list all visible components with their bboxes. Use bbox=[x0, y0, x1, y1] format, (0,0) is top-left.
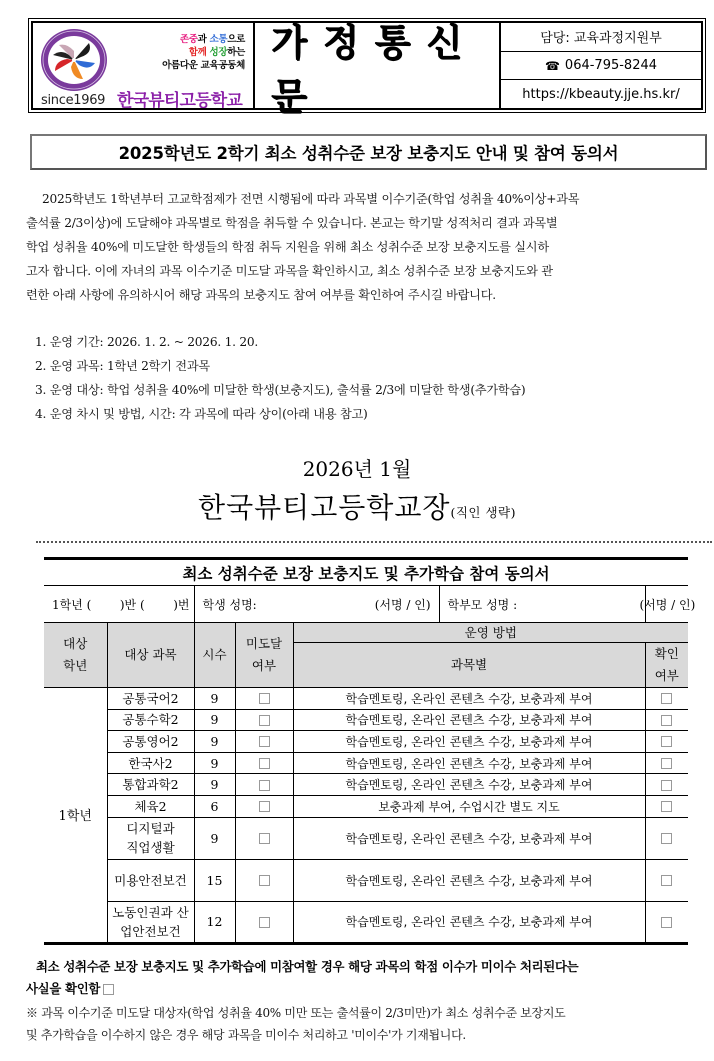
list-item: 1. 운영 기간: 2026. 1. 2. ~ 2026. 1. 20. bbox=[35, 335, 258, 349]
subject-name: 통합과학2 bbox=[107, 774, 194, 796]
checkbox-icon[interactable] bbox=[259, 736, 270, 747]
checkbox-icon[interactable] bbox=[259, 780, 270, 791]
not-met-checkbox[interactable] bbox=[235, 774, 293, 796]
header-by-subject: 과목별 bbox=[293, 643, 645, 688]
intro-paragraph: 2025학년도 1학년부터 고교학점제가 전면 시행됨에 따라 과목별 이수기준(학업 성취율 40%이상+과목 출석률 2/3이상)에 도달해야 과목별로 학점을 취득할 수 있습니다. 본교는 학기말 성적처리 결과 과목별 학업 성취율 40%에 미도달한 학생들의 학점 취득 지원을 위해 최소 성취수준 보장 보충지도를 실시하 고자 합니다. 이에 자녀의 과목 이수기준 미도달 과목을 확인하시고, 최소 성취수준 보장 보충지도와 관 련한 아래 사항에 유의하시어 해당 과목의 보충지도 참여 여부를 확인하여 주시길 바랍니다. bbox=[26, 192, 580, 302]
header-target-subject: 대상 과목 bbox=[107, 623, 194, 688]
hours: 9 bbox=[194, 774, 235, 796]
school-name: 한국뷰티고등학교 bbox=[117, 91, 242, 108]
contact-info bbox=[501, 23, 701, 108]
document-title: 가정통신문 bbox=[271, 20, 478, 118]
phone-row bbox=[501, 52, 701, 81]
issue-date: 2026년 1월 bbox=[302, 457, 412, 481]
hours: 6 bbox=[194, 795, 235, 817]
checkbox-icon[interactable] bbox=[661, 758, 672, 769]
not-met-checkbox[interactable] bbox=[235, 731, 293, 753]
method: 학습멘토링, 온라인 콘텐츠 수강, 보충과제 부여 bbox=[293, 901, 645, 943]
checkbox-icon[interactable] bbox=[259, 693, 270, 704]
table-row bbox=[44, 709, 688, 731]
school-slogan: 존중과 소통으로 함께 성장하는 아름다운 교육공동체 bbox=[162, 34, 245, 71]
checkbox-icon[interactable] bbox=[259, 758, 270, 769]
header-target-grade: 대상 학년 bbox=[44, 623, 107, 688]
principal-signature bbox=[0, 486, 714, 526]
hours: 9 bbox=[194, 752, 235, 774]
checkbox-icon[interactable] bbox=[661, 736, 672, 747]
phone-number: 064-795-8244 bbox=[564, 58, 658, 73]
checkbox-icon[interactable] bbox=[661, 801, 672, 812]
confirmation-statement: 최소 성취수준 보장 보충지도 및 추가학습에 미참여할 경우 해당 과목의 학점 이수가 미이수 처리된다는 사실을 확인함 bbox=[26, 959, 579, 996]
method: 보충과제 부여, 수업시간 별도 지도 bbox=[293, 795, 645, 817]
consent-title: 최소 성취수준 보장 보충지도 및 추가학습 참여 동의서 bbox=[44, 559, 688, 586]
footnote: ※ 과목 이수기준 미도달 대상자(학업 성취율 40% 미만 또는 출석률이 2/3미만)가 최소 성취수준 보장지도 및 추가학습을 이수하지 않은 경우 해당 과목을 미이수 처리하고 '미이수'가 기재됩니다. bbox=[26, 1006, 566, 1042]
table-row bbox=[44, 795, 688, 817]
not-met-checkbox[interactable] bbox=[235, 688, 293, 710]
table-row bbox=[44, 688, 688, 710]
table-row bbox=[44, 731, 688, 753]
method: 학습멘토링, 온라인 콘텐츠 수강, 보충과제 부여 bbox=[293, 709, 645, 731]
table-row bbox=[44, 817, 688, 859]
checkbox-icon[interactable] bbox=[661, 833, 672, 844]
principal-title: 한국뷰티고등학교장 bbox=[198, 491, 451, 524]
not-met-checkbox[interactable] bbox=[235, 752, 293, 774]
method: 학습멘토링, 온라인 콘텐츠 수강, 보충과제 부여 bbox=[293, 817, 645, 859]
confirm-checkbox[interactable] bbox=[645, 859, 688, 901]
student-name-field[interactable] bbox=[194, 586, 645, 623]
student-sign-placeholder: (서명 / 인) bbox=[374, 597, 431, 612]
hours: 12 bbox=[194, 901, 235, 943]
class-number-field[interactable]: 1학년 ( )반 ( )번 bbox=[44, 586, 194, 623]
confirm-checkbox[interactable] bbox=[645, 817, 688, 859]
subject-name: 한국사2 bbox=[107, 752, 194, 774]
department: 담당: 교육과정지원부 bbox=[501, 23, 701, 52]
consent-form-table bbox=[44, 557, 696, 945]
confirm-checkbox[interactable] bbox=[645, 688, 688, 710]
checkbox-icon[interactable] bbox=[661, 715, 672, 726]
checkbox-icon[interactable] bbox=[661, 780, 672, 791]
school-logo-block bbox=[33, 23, 255, 108]
table-row bbox=[44, 774, 688, 796]
table-row bbox=[44, 901, 688, 943]
acknowledge-checkbox[interactable] bbox=[103, 984, 114, 995]
method: 학습멘토링, 온라인 콘텐츠 수강, 보충과제 부여 bbox=[293, 859, 645, 901]
confirm-checkbox[interactable] bbox=[645, 731, 688, 753]
not-met-checkbox[interactable] bbox=[235, 817, 293, 859]
parent-name-label: 학부모 성명 : bbox=[447, 597, 518, 612]
since-year: since1969 bbox=[41, 93, 106, 108]
header-operation-method: 운영 방법 bbox=[293, 623, 688, 643]
title-cell bbox=[255, 20, 501, 118]
confirm-checkbox[interactable] bbox=[645, 709, 688, 731]
target-grade: 1학년 bbox=[44, 688, 107, 944]
subject-name: 미용안전보건 bbox=[107, 859, 194, 901]
program-details-list bbox=[35, 330, 695, 426]
checkbox-icon[interactable] bbox=[259, 917, 270, 928]
table-row bbox=[44, 859, 688, 901]
header-hours: 시수 bbox=[194, 623, 235, 688]
school-emblem-icon bbox=[39, 27, 109, 93]
seal-note: (직인 생략) bbox=[450, 505, 516, 520]
checkbox-icon[interactable] bbox=[259, 833, 270, 844]
confirm-checkbox[interactable] bbox=[645, 901, 688, 943]
subject-name: 공통영어2 bbox=[107, 731, 194, 753]
list-item: 2. 운영 과목: 1학년 2학기 전과목 bbox=[35, 359, 210, 373]
confirm-checkbox[interactable] bbox=[645, 752, 688, 774]
method: 학습멘토링, 온라인 콘텐츠 수강, 보충과제 부여 bbox=[293, 688, 645, 710]
subject-name: 노동인권과 산업안전보건 bbox=[107, 901, 194, 943]
method: 학습멘토링, 온라인 콘텐츠 수강, 보충과제 부여 bbox=[293, 774, 645, 796]
hours: 9 bbox=[194, 817, 235, 859]
not-met-checkbox[interactable] bbox=[235, 709, 293, 731]
hours: 9 bbox=[194, 709, 235, 731]
checkbox-icon[interactable] bbox=[259, 875, 270, 886]
letterhead bbox=[28, 18, 706, 118]
notice-subject: 2025학년도 2학기 최소 성취수준 보장 보충지도 안내 및 참여 동의서 bbox=[30, 134, 707, 170]
confirm-checkbox[interactable] bbox=[645, 795, 688, 817]
not-met-checkbox[interactable] bbox=[235, 859, 293, 901]
checkbox-icon[interactable] bbox=[661, 693, 672, 704]
cut-line-divider bbox=[36, 541, 712, 543]
method: 학습멘토링, 온라인 콘텐츠 수강, 보충과제 부여 bbox=[293, 752, 645, 774]
table-row bbox=[44, 752, 688, 774]
list-item: 3. 운영 대상: 학업 성취율 40%에 미달한 학생(보충지도), 출석률 2/3에 미달한 학생(추가학습) bbox=[35, 383, 526, 397]
subject-name: 체육2 bbox=[107, 795, 194, 817]
student-name-label: 학생 성명: bbox=[202, 597, 257, 612]
parent-name-field[interactable] bbox=[440, 586, 645, 622]
website-link[interactable]: https://kbeauty.jje.hs.kr/ bbox=[522, 86, 680, 102]
list-item: 4. 운영 차시 및 방법, 시간: 각 과목에 따라 상이(아래 내용 참고) bbox=[35, 407, 368, 421]
subject-name: 공통국어2 bbox=[107, 688, 194, 710]
method: 학습멘토링, 온라인 콘텐츠 수강, 보충과제 부여 bbox=[293, 731, 645, 753]
hours: 15 bbox=[194, 859, 235, 901]
header-confirm: 확인 여부 bbox=[645, 643, 688, 688]
hours: 9 bbox=[194, 688, 235, 710]
header-not-met: 미도달 여부 bbox=[235, 623, 293, 688]
checkbox-icon[interactable] bbox=[661, 875, 672, 886]
checkbox-icon[interactable] bbox=[259, 715, 270, 726]
confirm-checkbox[interactable] bbox=[645, 774, 688, 796]
not-met-checkbox[interactable] bbox=[235, 901, 293, 943]
not-met-checkbox[interactable] bbox=[235, 795, 293, 817]
parent-sign-placeholder[interactable]: (서명 / 인) bbox=[645, 586, 688, 623]
checkbox-icon[interactable] bbox=[259, 801, 270, 812]
phone-icon: ☎ bbox=[544, 58, 560, 73]
subject-name: 디지털과 직업생활 bbox=[107, 817, 194, 859]
checkbox-icon[interactable] bbox=[661, 917, 672, 928]
hours: 9 bbox=[194, 731, 235, 753]
subject-name: 공통수학2 bbox=[107, 709, 194, 731]
